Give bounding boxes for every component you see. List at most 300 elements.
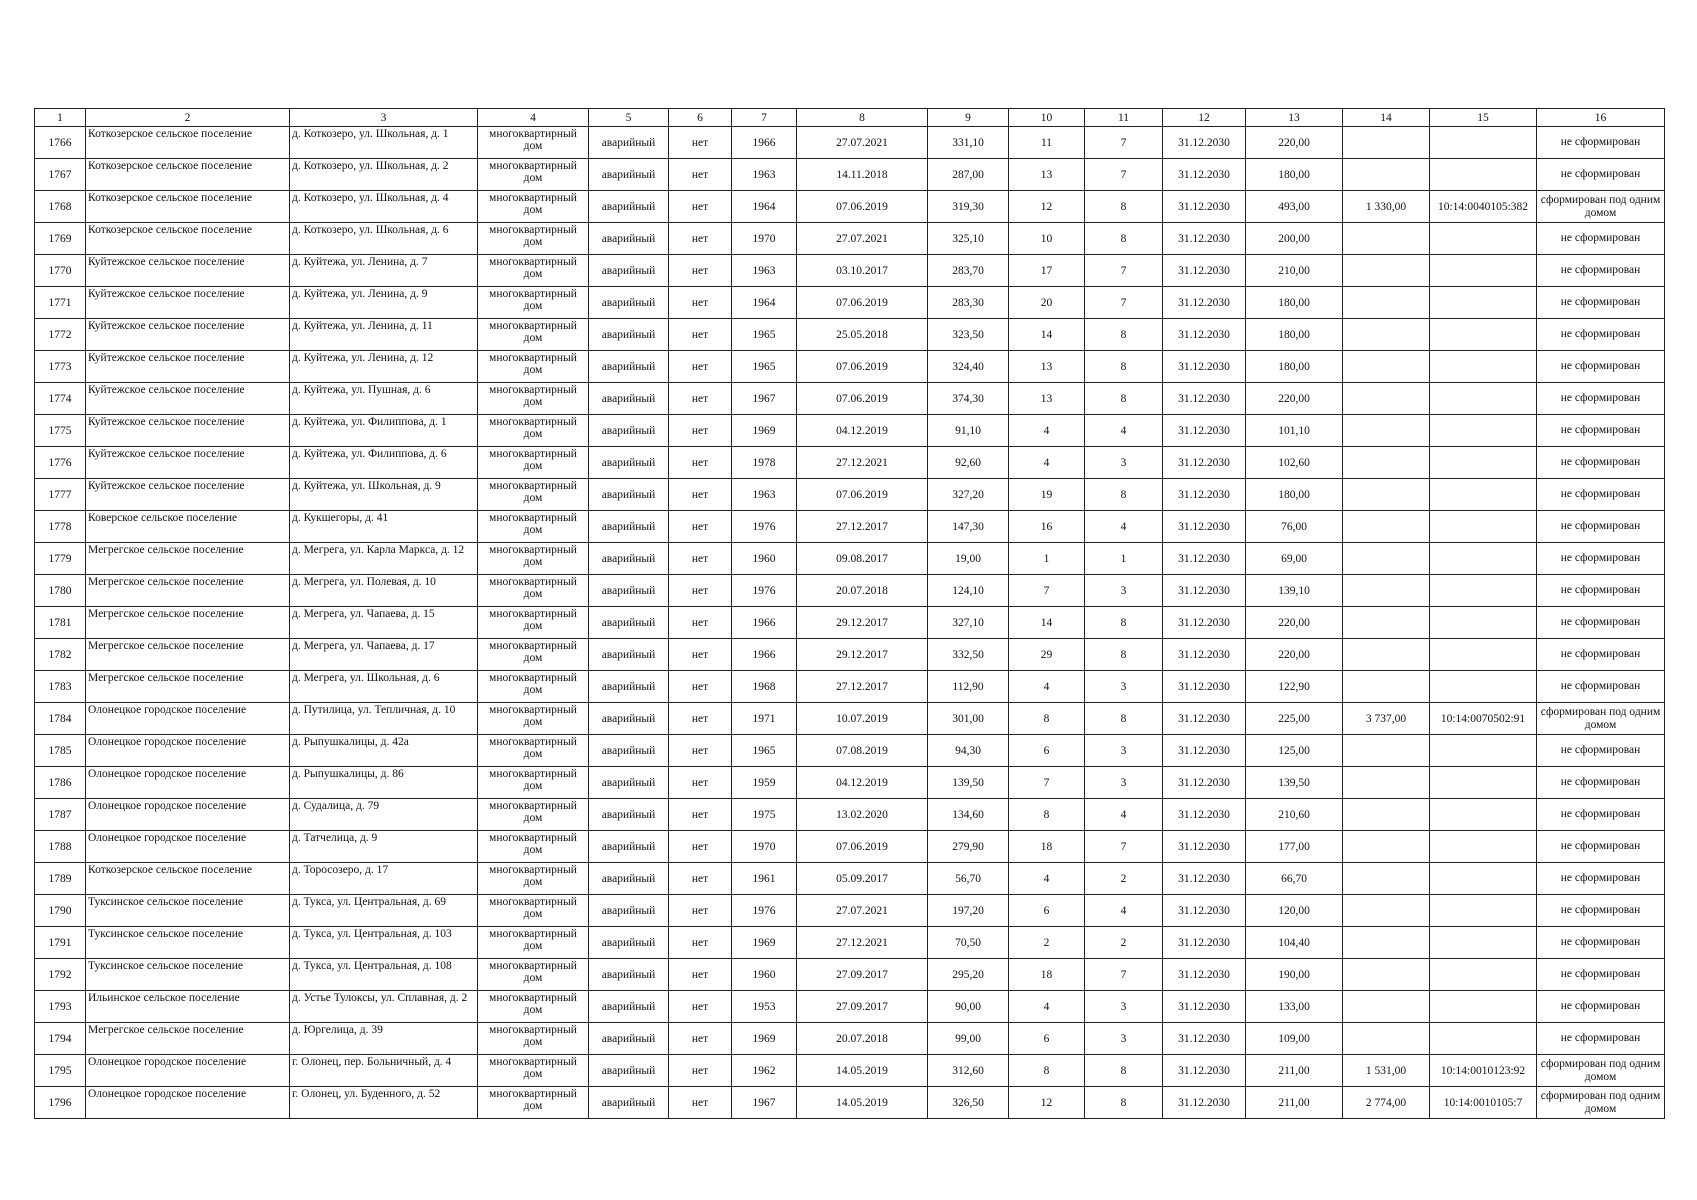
year-cell: 1970 [732, 223, 797, 255]
table-row [35, 479, 1665, 511]
land-area-cell [1343, 863, 1430, 895]
land-status-cell: не сформирован [1537, 287, 1665, 319]
flag-cell: нет [669, 543, 732, 575]
land-area-cell [1343, 799, 1430, 831]
flag-cell: нет [669, 415, 732, 447]
cadastral-number-cell [1430, 383, 1537, 415]
residents-cell: 4 [1009, 863, 1085, 895]
residents-cell: 13 [1009, 159, 1085, 191]
deadline-cell: 31.12.2030 [1163, 415, 1246, 447]
cadastral-number-cell: 10:14:0070502:91 [1430, 703, 1537, 735]
land-status-cell: не сформирован [1537, 255, 1665, 287]
value-cell: 109,00 [1246, 1023, 1343, 1055]
building-type-cell: многоквартирный дом [478, 415, 589, 447]
condition-cell: аварийный [589, 447, 669, 479]
area-cell: 324,40 [928, 351, 1009, 383]
year-cell: 1964 [732, 191, 797, 223]
land-area-cell [1343, 479, 1430, 511]
land-status-cell: не сформирован [1537, 383, 1665, 415]
value-cell: 104,40 [1246, 927, 1343, 959]
deadline-cell: 31.12.2030 [1163, 735, 1246, 767]
residents-cell: 14 [1009, 607, 1085, 639]
column-header: 16 [1537, 109, 1665, 127]
deadline-cell: 31.12.2030 [1163, 447, 1246, 479]
row-number-cell: 1775 [35, 415, 86, 447]
date-cell: 14.05.2019 [797, 1087, 928, 1119]
land-area-cell [1343, 831, 1430, 863]
building-type-cell: многоквартирный дом [478, 255, 589, 287]
settlement-cell: Куйтежское сельское поселение [86, 255, 290, 287]
settlement-cell: Олонецкое городское поселение [86, 1055, 290, 1087]
building-type-cell: многоквартирный дом [478, 543, 589, 575]
building-type-cell: многоквартирный дом [478, 959, 589, 991]
date-cell: 07.06.2019 [797, 287, 928, 319]
land-area-cell [1343, 1023, 1430, 1055]
date-cell: 27.07.2021 [797, 127, 928, 159]
year-cell: 1976 [732, 895, 797, 927]
land-status-cell: не сформирован [1537, 735, 1665, 767]
year-cell: 1968 [732, 671, 797, 703]
cadastral-number-cell [1430, 447, 1537, 479]
land-status-cell: не сформирован [1537, 927, 1665, 959]
column-header: 11 [1085, 109, 1163, 127]
area-cell: 99,00 [928, 1023, 1009, 1055]
value-cell: 102,60 [1246, 447, 1343, 479]
value-cell: 125,00 [1246, 735, 1343, 767]
settlement-cell: Куйтежское сельское поселение [86, 351, 290, 383]
value-cell: 190,00 [1246, 959, 1343, 991]
land-status-cell: не сформирован [1537, 767, 1665, 799]
area-cell: 19,00 [928, 543, 1009, 575]
area-cell: 327,10 [928, 607, 1009, 639]
deadline-cell: 31.12.2030 [1163, 767, 1246, 799]
area-cell: 283,70 [928, 255, 1009, 287]
condition-cell: аварийный [589, 383, 669, 415]
condition-cell: аварийный [589, 639, 669, 671]
area-cell: 56,70 [928, 863, 1009, 895]
building-type-cell: многоквартирный дом [478, 191, 589, 223]
apartments-cell: 3 [1085, 671, 1163, 703]
area-cell: 326,50 [928, 1087, 1009, 1119]
settlement-cell: Куйтежское сельское поселение [86, 479, 290, 511]
value-cell: 122,90 [1246, 671, 1343, 703]
date-cell: 29.12.2017 [797, 607, 928, 639]
apartments-cell: 8 [1085, 1087, 1163, 1119]
date-cell: 27.07.2021 [797, 223, 928, 255]
value-cell: 220,00 [1246, 127, 1343, 159]
address-cell: д. Мегрега, ул. Чапаева, д. 15 [290, 607, 478, 639]
apartments-cell: 1 [1085, 543, 1163, 575]
area-cell: 91,10 [928, 415, 1009, 447]
row-number-cell: 1774 [35, 383, 86, 415]
row-number-cell: 1786 [35, 767, 86, 799]
year-cell: 1960 [732, 959, 797, 991]
apartments-cell: 2 [1085, 863, 1163, 895]
year-cell: 1967 [732, 383, 797, 415]
column-header: 8 [797, 109, 928, 127]
deadline-cell: 31.12.2030 [1163, 479, 1246, 511]
cadastral-number-cell [1430, 511, 1537, 543]
cadastral-number-cell [1430, 735, 1537, 767]
cadastral-number-cell [1430, 223, 1537, 255]
deadline-cell: 31.12.2030 [1163, 607, 1246, 639]
land-status-cell: не сформирован [1537, 319, 1665, 351]
date-cell: 25.05.2018 [797, 319, 928, 351]
date-cell: 07.06.2019 [797, 191, 928, 223]
land-area-cell [1343, 543, 1430, 575]
date-cell: 13.02.2020 [797, 799, 928, 831]
area-cell: 323,50 [928, 319, 1009, 351]
value-cell: 177,00 [1246, 831, 1343, 863]
apartments-cell: 3 [1085, 991, 1163, 1023]
date-cell: 27.09.2017 [797, 991, 928, 1023]
land-area-cell [1343, 671, 1430, 703]
condition-cell: аварийный [589, 927, 669, 959]
area-cell: 139,50 [928, 767, 1009, 799]
land-area-cell [1343, 287, 1430, 319]
land-status-cell: не сформирован [1537, 575, 1665, 607]
cadastral-number-cell [1430, 287, 1537, 319]
year-cell: 1953 [732, 991, 797, 1023]
land-status-cell: не сформирован [1537, 543, 1665, 575]
address-cell: д. Тукса, ул. Центральная, д. 103 [290, 927, 478, 959]
building-type-cell: многоквартирный дом [478, 223, 589, 255]
building-type-cell: многоквартирный дом [478, 511, 589, 543]
residents-cell: 4 [1009, 415, 1085, 447]
address-cell: д. Судалица, д. 79 [290, 799, 478, 831]
residents-cell: 12 [1009, 191, 1085, 223]
flag-cell: нет [669, 927, 732, 959]
residents-cell: 20 [1009, 287, 1085, 319]
deadline-cell: 31.12.2030 [1163, 799, 1246, 831]
table-row [35, 927, 1665, 959]
year-cell: 1976 [732, 575, 797, 607]
year-cell: 1961 [732, 863, 797, 895]
land-area-cell: 2 774,00 [1343, 1087, 1430, 1119]
year-cell: 1959 [732, 767, 797, 799]
row-number-cell: 1768 [35, 191, 86, 223]
row-number-cell: 1776 [35, 447, 86, 479]
address-cell: д. Рыпушкалицы, д. 42а [290, 735, 478, 767]
condition-cell: аварийный [589, 127, 669, 159]
apartments-cell: 7 [1085, 127, 1163, 159]
building-type-cell: многоквартирный дом [478, 447, 589, 479]
land-area-cell: 1 531,00 [1343, 1055, 1430, 1087]
area-cell: 312,60 [928, 1055, 1009, 1087]
land-area-cell [1343, 639, 1430, 671]
land-area-cell [1343, 447, 1430, 479]
settlement-cell: Туксинское сельское поселение [86, 895, 290, 927]
row-number-cell: 1787 [35, 799, 86, 831]
cadastral-number-cell [1430, 479, 1537, 511]
table-row [35, 991, 1665, 1023]
table-row [35, 319, 1665, 351]
flag-cell: нет [669, 223, 732, 255]
date-cell: 20.07.2018 [797, 575, 928, 607]
date-cell: 03.10.2017 [797, 255, 928, 287]
value-cell: 180,00 [1246, 479, 1343, 511]
cadastral-number-cell [1430, 927, 1537, 959]
address-cell: д. Кукшегоры, д. 41 [290, 511, 478, 543]
row-number-cell: 1779 [35, 543, 86, 575]
area-cell: 295,20 [928, 959, 1009, 991]
building-type-cell: многоквартирный дом [478, 127, 589, 159]
land-status-cell: не сформирован [1537, 511, 1665, 543]
column-header: 15 [1430, 109, 1537, 127]
building-type-cell: многоквартирный дом [478, 319, 589, 351]
settlement-cell: Олонецкое городское поселение [86, 735, 290, 767]
area-cell: 325,10 [928, 223, 1009, 255]
row-number-cell: 1770 [35, 255, 86, 287]
date-cell: 27.12.2017 [797, 511, 928, 543]
value-cell: 220,00 [1246, 639, 1343, 671]
deadline-cell: 31.12.2030 [1163, 895, 1246, 927]
flag-cell: нет [669, 735, 732, 767]
residents-cell: 18 [1009, 959, 1085, 991]
land-status-cell: сформирован под одним домом [1537, 703, 1665, 735]
value-cell: 133,00 [1246, 991, 1343, 1023]
table-row [35, 255, 1665, 287]
condition-cell: аварийный [589, 319, 669, 351]
apartments-cell: 3 [1085, 1023, 1163, 1055]
settlement-cell: Олонецкое городское поселение [86, 799, 290, 831]
apartments-cell: 3 [1085, 447, 1163, 479]
deadline-cell: 31.12.2030 [1163, 1023, 1246, 1055]
cadastral-number-cell [1430, 543, 1537, 575]
row-number-cell: 1795 [35, 1055, 86, 1087]
area-cell: 283,30 [928, 287, 1009, 319]
condition-cell: аварийный [589, 543, 669, 575]
value-cell: 211,00 [1246, 1055, 1343, 1087]
table-row [35, 735, 1665, 767]
value-cell: 210,60 [1246, 799, 1343, 831]
land-status-cell: не сформирован [1537, 863, 1665, 895]
deadline-cell: 31.12.2030 [1163, 511, 1246, 543]
year-cell: 1975 [732, 799, 797, 831]
building-type-cell: многоквартирный дом [478, 1055, 589, 1087]
residents-cell: 13 [1009, 351, 1085, 383]
table-row [35, 447, 1665, 479]
building-type-cell: многоквартирный дом [478, 1087, 589, 1119]
land-area-cell [1343, 319, 1430, 351]
deadline-cell: 31.12.2030 [1163, 127, 1246, 159]
building-type-cell: многоквартирный дом [478, 671, 589, 703]
value-cell: 180,00 [1246, 351, 1343, 383]
table-row [35, 703, 1665, 735]
building-type-cell: многоквартирный дом [478, 799, 589, 831]
cadastral-number-cell [1430, 831, 1537, 863]
date-cell: 27.09.2017 [797, 959, 928, 991]
date-cell: 04.12.2019 [797, 767, 928, 799]
area-cell: 279,90 [928, 831, 1009, 863]
area-cell: 134,60 [928, 799, 1009, 831]
address-cell: д. Рыпушкалицы, д. 86 [290, 767, 478, 799]
land-status-cell: не сформирован [1537, 991, 1665, 1023]
table-row [35, 767, 1665, 799]
land-area-cell [1343, 575, 1430, 607]
row-number-cell: 1794 [35, 1023, 86, 1055]
flag-cell: нет [669, 991, 732, 1023]
deadline-cell: 31.12.2030 [1163, 831, 1246, 863]
value-cell: 493,00 [1246, 191, 1343, 223]
flag-cell: нет [669, 351, 732, 383]
year-cell: 1963 [732, 255, 797, 287]
flag-cell: нет [669, 1055, 732, 1087]
apartments-cell: 8 [1085, 703, 1163, 735]
deadline-cell: 31.12.2030 [1163, 927, 1246, 959]
row-number-cell: 1792 [35, 959, 86, 991]
address-cell: д. Путилица, ул. Тепличная, д. 10 [290, 703, 478, 735]
apartments-cell: 8 [1085, 351, 1163, 383]
deadline-cell: 31.12.2030 [1163, 863, 1246, 895]
flag-cell: нет [669, 575, 732, 607]
address-cell: д. Куйтежа, ул. Ленина, д. 9 [290, 287, 478, 319]
flag-cell: нет [669, 479, 732, 511]
address-cell: д. Куйтежа, ул. Филиппова, д. 6 [290, 447, 478, 479]
table-row [35, 543, 1665, 575]
date-cell: 07.06.2019 [797, 479, 928, 511]
cadastral-number-cell [1430, 959, 1537, 991]
land-status-cell: не сформирован [1537, 607, 1665, 639]
building-type-cell: многоквартирный дом [478, 767, 589, 799]
table-row [35, 223, 1665, 255]
address-cell: д. Мегрега, ул. Чапаева, д. 17 [290, 639, 478, 671]
building-type-cell: многоквартирный дом [478, 991, 589, 1023]
area-cell: 319,30 [928, 191, 1009, 223]
row-number-cell: 1783 [35, 671, 86, 703]
condition-cell: аварийный [589, 767, 669, 799]
condition-cell: аварийный [589, 831, 669, 863]
value-cell: 200,00 [1246, 223, 1343, 255]
area-cell: 287,00 [928, 159, 1009, 191]
deadline-cell: 31.12.2030 [1163, 1055, 1246, 1087]
land-status-cell: не сформирован [1537, 447, 1665, 479]
deadline-cell: 31.12.2030 [1163, 1087, 1246, 1119]
address-cell: д. Куйтежа, ул. Пушная, д. 6 [290, 383, 478, 415]
table-row [35, 383, 1665, 415]
settlement-cell: Куйтежское сельское поселение [86, 287, 290, 319]
residents-cell: 12 [1009, 1087, 1085, 1119]
condition-cell: аварийный [589, 287, 669, 319]
area-cell: 70,50 [928, 927, 1009, 959]
date-cell: 27.12.2017 [797, 671, 928, 703]
deadline-cell: 31.12.2030 [1163, 671, 1246, 703]
residents-cell: 29 [1009, 639, 1085, 671]
value-cell: 220,00 [1246, 607, 1343, 639]
settlement-cell: Коткозерское сельское поселение [86, 223, 290, 255]
apartments-cell: 7 [1085, 831, 1163, 863]
cadastral-number-cell [1430, 799, 1537, 831]
settlement-cell: Олонецкое городское поселение [86, 1087, 290, 1119]
residents-cell: 7 [1009, 767, 1085, 799]
column-header: 12 [1163, 109, 1246, 127]
table-row [35, 1087, 1665, 1119]
column-header: 7 [732, 109, 797, 127]
table-row [35, 831, 1665, 863]
address-cell: д. Куйтежа, ул. Ленина, д. 7 [290, 255, 478, 287]
land-area-cell [1343, 767, 1430, 799]
flag-cell: нет [669, 127, 732, 159]
building-type-cell: многоквартирный дом [478, 351, 589, 383]
column-header: 14 [1343, 109, 1430, 127]
land-area-cell [1343, 511, 1430, 543]
building-type-cell: многоквартирный дом [478, 287, 589, 319]
apartments-cell: 7 [1085, 255, 1163, 287]
land-area-cell: 3 737,00 [1343, 703, 1430, 735]
date-cell: 07.06.2019 [797, 831, 928, 863]
condition-cell: аварийный [589, 255, 669, 287]
residents-cell: 2 [1009, 927, 1085, 959]
apartments-cell: 8 [1085, 607, 1163, 639]
apartments-cell: 8 [1085, 383, 1163, 415]
date-cell: 29.12.2017 [797, 639, 928, 671]
residents-cell: 8 [1009, 799, 1085, 831]
year-cell: 1966 [732, 639, 797, 671]
settlement-cell: Куйтежское сельское поселение [86, 319, 290, 351]
settlement-cell: Куйтежское сельское поселение [86, 383, 290, 415]
deadline-cell: 31.12.2030 [1163, 575, 1246, 607]
land-area-cell [1343, 991, 1430, 1023]
building-type-cell: многоквартирный дом [478, 735, 589, 767]
date-cell: 27.12.2021 [797, 927, 928, 959]
residents-cell: 13 [1009, 383, 1085, 415]
row-number-cell: 1771 [35, 287, 86, 319]
residents-cell: 10 [1009, 223, 1085, 255]
cadastral-number-cell [1430, 159, 1537, 191]
address-cell: д. Коткозеро, ул. Школьная, д. 1 [290, 127, 478, 159]
land-area-cell [1343, 127, 1430, 159]
table-row [35, 575, 1665, 607]
settlement-cell: Туксинское сельское поселение [86, 927, 290, 959]
cadastral-number-cell: 10:14:0010123:92 [1430, 1055, 1537, 1087]
flag-cell: нет [669, 671, 732, 703]
address-cell: д. Куйтежа, ул. Филиппова, д. 1 [290, 415, 478, 447]
cadastral-number-cell [1430, 415, 1537, 447]
table-row [35, 415, 1665, 447]
land-status-cell: не сформирован [1537, 799, 1665, 831]
table-body [35, 127, 1665, 1119]
address-cell: д. Татчелица, д. 9 [290, 831, 478, 863]
settlement-cell: Мегрегское сельское поселение [86, 671, 290, 703]
apartments-cell: 8 [1085, 479, 1163, 511]
column-header: 3 [290, 109, 478, 127]
settlement-cell: Олонецкое городское поселение [86, 831, 290, 863]
building-type-cell: многоквартирный дом [478, 575, 589, 607]
land-area-cell [1343, 607, 1430, 639]
address-cell: д. Тукса, ул. Центральная, д. 108 [290, 959, 478, 991]
flag-cell: нет [669, 895, 732, 927]
flag-cell: нет [669, 799, 732, 831]
land-area-cell [1343, 735, 1430, 767]
address-cell: д. Юргелица, д. 39 [290, 1023, 478, 1055]
table-row [35, 511, 1665, 543]
cadastral-number-cell [1430, 575, 1537, 607]
building-type-cell: многоквартирный дом [478, 831, 589, 863]
year-cell: 1967 [732, 1087, 797, 1119]
land-area-cell [1343, 415, 1430, 447]
land-status-cell: не сформирован [1537, 159, 1665, 191]
building-type-cell: многоквартирный дом [478, 479, 589, 511]
building-type-cell: многоквартирный дом [478, 639, 589, 671]
table-row [35, 127, 1665, 159]
residents-cell: 18 [1009, 831, 1085, 863]
flag-cell: нет [669, 831, 732, 863]
condition-cell: аварийный [589, 607, 669, 639]
residents-cell: 8 [1009, 703, 1085, 735]
address-cell: д. Устье Тулоксы, ул. Сплавная, д. 2 [290, 991, 478, 1023]
row-number-cell: 1773 [35, 351, 86, 383]
year-cell: 1976 [732, 511, 797, 543]
